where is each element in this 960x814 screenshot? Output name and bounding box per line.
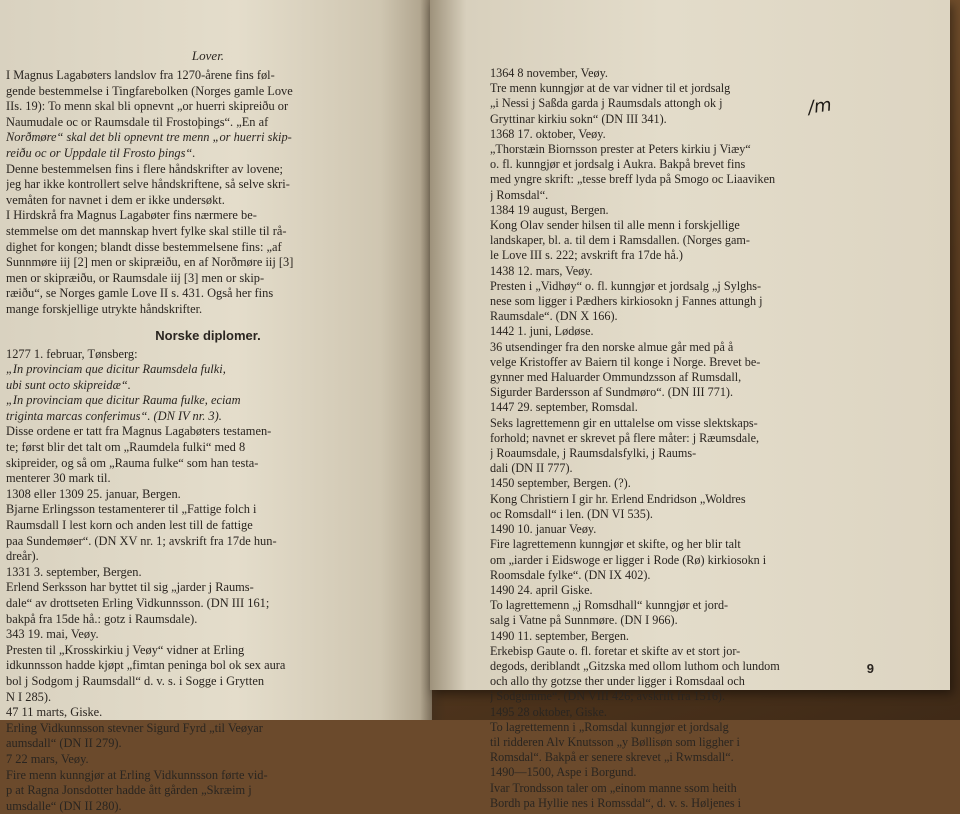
text-line: j Sodgumme“. (DN VIII 426; avskrift fra 1516). bbox=[490, 689, 910, 704]
heading-lover: Lover. bbox=[6, 48, 410, 64]
text-line: p at Ragna Jonsdotter hadde ått gården „Skræim j bbox=[6, 783, 410, 799]
text-line: le Love III s. 222; avskrift fra 17de hå.) bbox=[490, 248, 910, 263]
page-number: 9 bbox=[867, 661, 874, 676]
text-line: 1490 24. april Giske. bbox=[490, 583, 910, 598]
text-line: 1450 september, Bergen. (?). bbox=[490, 476, 910, 491]
text-line: Erling Vidkunnsson stevner Sigurd Fyrd „til Veøyar bbox=[6, 721, 410, 737]
text-line: 1368 17. oktober, Veøy. bbox=[490, 127, 910, 142]
text-line: dreår). bbox=[6, 549, 410, 565]
text-line: bol j Sodgom j Raumsdall“ d. v. s. i Sogge i Grytten bbox=[6, 674, 410, 690]
text-line: IIs. 19): To menn skal bli opnevnt „or huerri skipreiðu or bbox=[6, 99, 410, 115]
text-line: o. fl. kunngjør et jordsalg i Aukra. Bakpå brevet fins bbox=[490, 157, 910, 172]
left-page bbox=[0, 0, 432, 720]
text-line: Roomsdale fylke“. (DN IX 402). bbox=[490, 568, 910, 583]
handwritten-margin-note: /m bbox=[807, 94, 833, 118]
text-line: Raumsdall I lest korn och anden lest till de fattige bbox=[6, 518, 410, 534]
text-line: bakpå fra 15de hå.: gotz i Raumsdale). bbox=[6, 612, 410, 628]
text-line: „Thorstæin Biornsson prester at Peters kirkiu j Viæy“ bbox=[490, 142, 910, 157]
lover-text bbox=[6, 68, 410, 318]
text-line: menterer 30 mark til. bbox=[6, 471, 410, 487]
right-page bbox=[430, 0, 950, 690]
text-line: Presten i „Vidhøy“ o. fl. kunngjør et jordsalg „j Sylghs- bbox=[490, 279, 910, 294]
text-line: Disse ordene er tatt fra Magnus Lagabøters testamen- bbox=[6, 424, 410, 440]
text-line: velge Kristoffer av Baiern til konge i Norge. Brevet be- bbox=[490, 355, 910, 370]
text-line: Fire menn kunngjør at Erling Vidkunnsson førte vid- bbox=[6, 768, 410, 784]
text-line: Fire lagrettemenn kunngjør et skifte, og her blir talt bbox=[490, 537, 910, 552]
text-line: 36 utsendinger fra den norske almue går med på å bbox=[490, 340, 910, 355]
text-line: Seks lagrettemenn gir en uttalelse om visse slektskaps- bbox=[490, 416, 910, 431]
text-line: I Magnus Lagabøters landslov fra 1270-årene fins føl- bbox=[6, 68, 410, 84]
text-line: Presten til „Krosskirkiu j Veøy“ vidner at Erling bbox=[6, 643, 410, 659]
text-line: mange forskjellige utrykte håndskrifter. bbox=[6, 302, 410, 318]
text-line: dighet for kongen; blandt disse bestemmelsene fins: „af bbox=[6, 240, 410, 256]
text-line: jeg har ikke kontrollert selve håndskriftene, så selve skri- bbox=[6, 177, 410, 193]
text-line: Raumsdale“. (DN X 166). bbox=[490, 309, 910, 324]
text-line: N I 285). bbox=[6, 690, 410, 706]
text-line: skipreider, og så om „Rauma fulke“ som han testa- bbox=[6, 456, 410, 472]
text-line: men or skipræiðu, or Raumsdale iij [3] men or skip- bbox=[6, 271, 410, 287]
text-line: 1277 1. februar, Tønsberg: bbox=[6, 347, 410, 363]
text-line: Erlend Serksson har byttet til sig „jarder j Raums- bbox=[6, 580, 410, 596]
text-line: Tre menn kunngjør at de var vidner til et jordsalg bbox=[490, 81, 910, 96]
text-line: I Hirdskrå fra Magnus Lagabøter fins nærmere be- bbox=[6, 208, 410, 224]
text-line: te; først blir det talt om „Raumdela fulki“ med 8 bbox=[6, 440, 410, 456]
text-line: Romsdal“. Bakpå er senere skrevet „i Rwmsdall“. bbox=[490, 750, 910, 765]
text-line: 343 19. mai, Veøy. bbox=[6, 627, 410, 643]
heading-norske-diplomer: Norske diplomer. bbox=[6, 328, 410, 343]
text-line: nese som ligger i Pædhers kirkiosokn j Fannes attungh j bbox=[490, 294, 910, 309]
text-line: 1442 1. juni, Lødøse. bbox=[490, 324, 910, 339]
text-line: Sunnmøre iij [2] men or skipræiðu, en af Norðmøre iij [3] bbox=[6, 255, 410, 271]
text-line: „i Nessi j Saßda garda j Raumsdals attongh ok j bbox=[490, 96, 910, 111]
text-line: 1364 8 november, Veøy. bbox=[490, 66, 910, 81]
text-line: 1495 28 oktober, Giske. bbox=[490, 705, 910, 720]
text-line: ræiðu“, se Norges gamle Love II s. 431. Også her fins bbox=[6, 286, 410, 302]
text-line: j Romsdal“. bbox=[490, 188, 910, 203]
text-line: 1438 12. mars, Veøy. bbox=[490, 264, 910, 279]
text-line: idkunnsson hadde kjøpt „fimtan peninga bol ok sex aura bbox=[6, 658, 410, 674]
text-line: til ridderen Alv Knutsson „y Bøllisøn som liggher i bbox=[490, 735, 910, 750]
text-line: Kong Olav sender hilsen til alle menn i forskjellige bbox=[490, 218, 910, 233]
right-page-text bbox=[490, 66, 910, 811]
text-line: degods, deriblandt „Gitzska med ollom luthom och lundom bbox=[490, 659, 910, 674]
text-line: umsdalle“ (DN II 280). bbox=[6, 799, 410, 814]
text-line: med yngre skrift: „tesse breff lyda på Smogo oc Liaaviken bbox=[490, 172, 910, 187]
text-line: stemmelse om det mannskap hvert fylke skal stille til rå- bbox=[6, 224, 410, 240]
text-line: och allo thy gotzse ther under ligger i Romsdaal och bbox=[490, 674, 910, 689]
text-line: ubi sunt octo skipreidæ“. bbox=[6, 378, 410, 394]
text-line: salg i Vatne på Sunnmøre. (DN I 966). bbox=[490, 613, 910, 628]
text-line: To lagrettemenn „j Romsdhall“ kunngjør et jord- bbox=[490, 598, 910, 613]
text-line: dale“ av drottseten Erling Vidkunnsson. (DN III 161; bbox=[6, 596, 410, 612]
text-line: To lagrettemenn i „Romsdal kunngjør et jordsalg bbox=[490, 720, 910, 735]
text-line: „In provinciam que dicitur Rauma fulke, eciam bbox=[6, 393, 410, 409]
text-line: gynner med Haluarder Ommundzsson af Rumsdall, bbox=[490, 370, 910, 385]
text-line: Sigurder Bardersson af Sundmøro“. (DN III 771). bbox=[490, 385, 910, 400]
text-line: landskaper, bl. a. til dem i Ramsdallen. (Norges gam- bbox=[490, 233, 910, 248]
text-line: 1447 29. september, Romsdal. bbox=[490, 400, 910, 415]
text-line: aumsdall“ (DN II 279). bbox=[6, 736, 410, 752]
text-line: reiðu oc or Uppdale til Frosto þings“. bbox=[6, 146, 410, 162]
text-line: 1490—1500, Aspe i Borgund. bbox=[490, 765, 910, 780]
text-line: Ivar Trondsson taler om „einom manne ssom heith bbox=[490, 781, 910, 796]
text-line: 47 11 marts, Giske. bbox=[6, 705, 410, 721]
text-line: om „iarder i Eidswoge er ligger i Rode (Rø) kirkiosokn i bbox=[490, 553, 910, 568]
text-line: Denne bestemmelsen fins i flere håndskrifter av lovene; bbox=[6, 162, 410, 178]
text-line: 1490 10. januar Veøy. bbox=[490, 522, 910, 537]
text-line: triginta marcas conferimus“. (DN IV nr. 3). bbox=[6, 409, 410, 425]
text-line: 1308 eller 1309 25. januar, Bergen. bbox=[6, 487, 410, 503]
diplomer-text bbox=[6, 347, 410, 814]
text-line: Bjarne Erlingsson testamenterer til „Fattige folch i bbox=[6, 502, 410, 518]
text-line: Bordh pa Hyllie nes i Romssdal“, d. v. s. Høljenes i bbox=[490, 796, 910, 811]
text-line: 1384 19 august, Bergen. bbox=[490, 203, 910, 218]
text-line: j Roaumsdale, j Raumsdalsfylki, j Raums- bbox=[490, 446, 910, 461]
text-line: Norðmøre“ skal det bli opnevnt tre menn „or huerri skip- bbox=[6, 130, 410, 146]
text-line: paa Sundemøer“. (DN XV nr. 1; avskrift fra 17de hun- bbox=[6, 534, 410, 550]
text-line: vemåten for navnet i dem er ikke undersøkt. bbox=[6, 193, 410, 209]
text-line: Kong Christiern I gir hr. Erlend Endridson „Woldres bbox=[490, 492, 910, 507]
text-line: 7 22 mars, Veøy. bbox=[6, 752, 410, 768]
text-line: oc Romsdall“ i len. (DN VI 535). bbox=[490, 507, 910, 522]
text-line: Erkebisp Gaute o. fl. foretar et skifte av et stort jor- bbox=[490, 644, 910, 659]
text-line: Gryttinar kirkiu sokn“ (DN III 341). bbox=[490, 112, 910, 127]
text-line: Naumudale oc or Raumsdale til Frostoþings“. „En af bbox=[6, 115, 410, 131]
text-line: gende bestemmelse i Tingfarebolken (Norges gamle Love bbox=[6, 84, 410, 100]
text-line: 1331 3. september, Bergen. bbox=[6, 565, 410, 581]
text-line: forhold; navnet er skrevet på flere måter: j Ræumsdale, bbox=[490, 431, 910, 446]
text-line: dali (DN II 777). bbox=[490, 461, 910, 476]
text-line: „In provinciam que dicitur Raumsdela fulki, bbox=[6, 362, 410, 378]
text-line: 1490 11. september, Bergen. bbox=[490, 629, 910, 644]
